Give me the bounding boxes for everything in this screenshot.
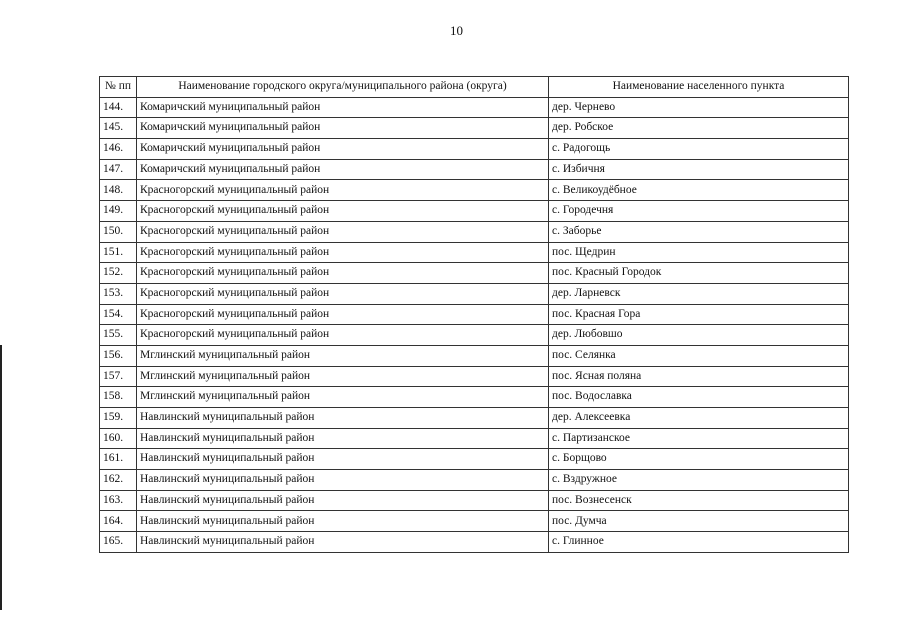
locality-cell: пос. Водославка bbox=[549, 387, 849, 408]
district-cell: Красногорский муниципальный район bbox=[137, 325, 549, 346]
table-row bbox=[100, 201, 849, 222]
table-row bbox=[100, 221, 849, 242]
locality-cell: дер. Любовшо bbox=[549, 325, 849, 346]
locality-cell: с. Вздружное bbox=[549, 470, 849, 491]
row-number-cell: 158. bbox=[100, 387, 137, 408]
table-row bbox=[100, 263, 849, 284]
district-cell: Красногорский муниципальный район bbox=[137, 283, 549, 304]
table-row bbox=[100, 97, 849, 118]
locality-cell: пос. Думча bbox=[549, 511, 849, 532]
locality-cell: дер. Алексеевка bbox=[549, 408, 849, 429]
row-number-cell: 144. bbox=[100, 97, 137, 118]
table-row bbox=[100, 511, 849, 532]
table-row bbox=[100, 470, 849, 491]
row-number-cell: 161. bbox=[100, 449, 137, 470]
district-cell: Навлинский муниципальный район bbox=[137, 511, 549, 532]
table-row bbox=[100, 304, 849, 325]
table-row bbox=[100, 180, 849, 201]
district-cell: Навлинский муниципальный район bbox=[137, 470, 549, 491]
table-row bbox=[100, 325, 849, 346]
row-number-cell: 147. bbox=[100, 159, 137, 180]
locality-cell: с. Великоудёбное bbox=[549, 180, 849, 201]
table-row bbox=[100, 242, 849, 263]
district-cell: Красногорский муниципальный район bbox=[137, 221, 549, 242]
settlements-table bbox=[99, 76, 849, 553]
locality-cell: пос. Щедрин bbox=[549, 242, 849, 263]
district-cell: Красногорский муниципальный район bbox=[137, 180, 549, 201]
row-number-cell: 146. bbox=[100, 139, 137, 160]
row-number-cell: 160. bbox=[100, 428, 137, 449]
locality-cell: пос. Ясная поляна bbox=[549, 366, 849, 387]
row-number-cell: 145. bbox=[100, 118, 137, 139]
page-number: 10 bbox=[450, 23, 463, 38]
table-row bbox=[100, 490, 849, 511]
row-number-cell: 163. bbox=[100, 490, 137, 511]
district-cell: Красногорский муниципальный район bbox=[137, 201, 549, 222]
district-cell: Красногорский муниципальный район bbox=[137, 304, 549, 325]
row-number-cell: 162. bbox=[100, 470, 137, 491]
row-number-cell: 154. bbox=[100, 304, 137, 325]
locality-cell: с. Городечня bbox=[549, 201, 849, 222]
district-cell: Комаричский муниципальный район bbox=[137, 139, 549, 160]
district-cell: Комаричский муниципальный район bbox=[137, 159, 549, 180]
table-row bbox=[100, 532, 849, 553]
row-number-cell: 148. bbox=[100, 180, 137, 201]
table-row bbox=[100, 118, 849, 139]
district-cell: Навлинский муниципальный район bbox=[137, 532, 549, 553]
table-row bbox=[100, 366, 849, 387]
locality-cell: дер. Робское bbox=[549, 118, 849, 139]
row-number-cell: 155. bbox=[100, 325, 137, 346]
locality-cell: дер. Чернево bbox=[549, 97, 849, 118]
locality-cell: с. Избичня bbox=[549, 159, 849, 180]
table-header-row bbox=[100, 77, 849, 98]
district-cell: Красногорский муниципальный район bbox=[137, 263, 549, 284]
locality-cell: пос. Вознесенск bbox=[549, 490, 849, 511]
locality-cell: с. Партизанское bbox=[549, 428, 849, 449]
header-district: Наименование городского округа/муниципального района (округа) bbox=[137, 77, 549, 98]
row-number-cell: 159. bbox=[100, 408, 137, 429]
row-number-cell: 149. bbox=[100, 201, 137, 222]
table-row bbox=[100, 159, 849, 180]
table-row bbox=[100, 408, 849, 429]
district-cell: Красногорский муниципальный район bbox=[137, 242, 549, 263]
table-row bbox=[100, 345, 849, 366]
table-row bbox=[100, 139, 849, 160]
district-cell: Навлинский муниципальный район bbox=[137, 408, 549, 429]
row-number-cell: 157. bbox=[100, 366, 137, 387]
locality-cell: с. Глинное bbox=[549, 532, 849, 553]
row-number-cell: 164. bbox=[100, 511, 137, 532]
header-number: № пп bbox=[100, 77, 137, 98]
row-number-cell: 152. bbox=[100, 263, 137, 284]
table-row bbox=[100, 449, 849, 470]
row-number-cell: 153. bbox=[100, 283, 137, 304]
locality-cell: с. Заборье bbox=[549, 221, 849, 242]
locality-cell: пос. Селянка bbox=[549, 345, 849, 366]
locality-cell: пос. Красный Городок bbox=[549, 263, 849, 284]
table-row bbox=[100, 283, 849, 304]
locality-cell: с. Радогощь bbox=[549, 139, 849, 160]
locality-cell: пос. Красная Гора bbox=[549, 304, 849, 325]
district-cell: Мглинский муниципальный район bbox=[137, 366, 549, 387]
row-number-cell: 151. bbox=[100, 242, 137, 263]
district-cell: Навлинский муниципальный район bbox=[137, 490, 549, 511]
district-cell: Мглинский муниципальный район bbox=[137, 345, 549, 366]
locality-cell: дер. Ларневск bbox=[549, 283, 849, 304]
table-row bbox=[100, 428, 849, 449]
table-row bbox=[100, 387, 849, 408]
district-cell: Комаричский муниципальный район bbox=[137, 118, 549, 139]
row-number-cell: 156. bbox=[100, 345, 137, 366]
row-number-cell: 165. bbox=[100, 532, 137, 553]
district-cell: Мглинский муниципальный район bbox=[137, 387, 549, 408]
locality-cell: с. Борщово bbox=[549, 449, 849, 470]
scan-edge-line bbox=[0, 345, 2, 610]
header-locality: Наименование населенного пункта bbox=[549, 77, 849, 98]
district-cell: Навлинский муниципальный район bbox=[137, 428, 549, 449]
row-number-cell: 150. bbox=[100, 221, 137, 242]
district-cell: Комаричский муниципальный район bbox=[137, 97, 549, 118]
district-cell: Навлинский муниципальный район bbox=[137, 449, 549, 470]
